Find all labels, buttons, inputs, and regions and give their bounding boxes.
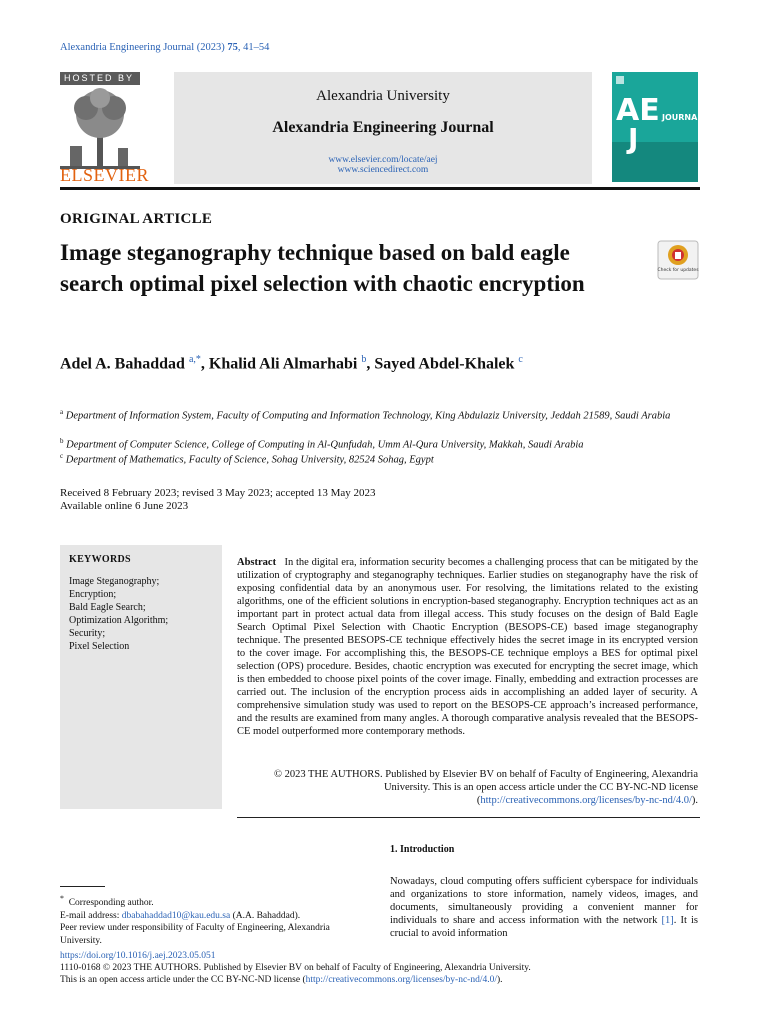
peer-review-note: Peer review under responsibility of Faculty of Engineering, Alexandria University.	[60, 923, 330, 946]
journal-name: Alexandria Engineering Journal	[272, 119, 494, 136]
corresponding-author-note: * Corresponding author.	[60, 894, 154, 909]
footnote-rule	[60, 886, 105, 887]
affiliation-a: $^a$ Department of Information System, Faculty of Computing and Information Technology, King Abdulaziz University, Jeddah 21589, Saudi Arabia	[60, 408, 671, 422]
affiliation-b: $^b$ Department of Computer Science, College of Computing in Al-Qunfudah, Umm Al-Qura University, Makkah, Saudi Arabia	[60, 437, 584, 451]
keyword-item: Bald Eagle Search;	[69, 602, 146, 613]
article-title: Image steganography technique based on bald eagle search optimal pixel selection with chaotic encryption	[60, 240, 585, 296]
keyword-item: Image Steganography;	[69, 576, 160, 587]
abstract-label: Abstract	[237, 557, 277, 568]
introduction-text: Nowadays, cloud computing offers sufficient cyberspace for individuals and organizations to store information, namely videos, images, and documents, simultaneously providing a convenient manner for individuals to share and access information with the network [1]. It is crucial to avoid information	[390, 876, 699, 939]
svg-text:AE: AE	[616, 93, 660, 128]
cover-journal-text: JOURNAL	[662, 113, 703, 122]
author-email-link[interactable]: dbabahaddad10@kau.edu.sa	[121, 910, 231, 921]
footer-license-link[interactable]: http://creativecommons.org/licenses/by-nc-nd/4.0/	[305, 975, 497, 985]
abstract-rule	[237, 817, 700, 818]
received-dates: Received 8 February 2023; revised 3 May 2023; accepted 13 May 2023	[60, 487, 376, 499]
elsevier-logo-text: ELSEVIER	[60, 165, 149, 185]
license-link[interactable]: http://creativecommons.org/licenses/by-nc-nd/4.0/	[480, 795, 692, 806]
reference-link[interactable]: [1]	[661, 915, 674, 926]
author-name: Khalid Ali Almarhabi	[208, 355, 358, 373]
journal-url-link[interactable]: www.elsevier.com/locate/aej	[328, 155, 438, 165]
svg-text:J: J	[628, 122, 639, 155]
online-date: Available online 6 June 2023	[60, 500, 189, 512]
issn-copyright: 1110-0168 © 2023 THE AUTHORS. Published by Elsevier BV on behalf of Faculty of Engineering, Alexandria University.	[60, 963, 531, 973]
email-note: E-mail address: dbabahaddad10@kau.edu.sa (A.A. Bahaddad).	[60, 910, 301, 921]
university-name: Alexandria University	[316, 88, 450, 104]
sciencedirect-link[interactable]: www.sciencedirect.com	[337, 165, 429, 175]
article-type: ORIGINAL ARTICLE	[60, 211, 213, 227]
citation-journal: Alexandria Engineering Journal (2023)	[60, 42, 225, 53]
keywords-list	[69, 575, 168, 653]
author-affiliation-marker[interactable]: c	[518, 354, 523, 365]
keyword-item: Encryption;	[69, 589, 117, 600]
check-for-updates-icon[interactable]	[657, 240, 699, 280]
author-list: Adel A. Bahaddad $^{a,*}$, Khalid Ali Almarhabi $^b$, Sayed Abdel-Khalek $^c$	[60, 354, 523, 373]
footer-license: This is an open access article under the CC BY-NC-ND license (http://creativecommons.org/licenses/by-nc-nd/4.0/).	[60, 975, 503, 985]
citation-volume: 75	[227, 42, 238, 53]
author-affiliation-marker[interactable]: b	[361, 354, 367, 365]
abstract-text: In the digital era, information security becomes a challenging process that can be mitigated by the utilization of cryptography and steganography techniques. Earlier studies on steganography have the risk of exposing confidential data by an anonymous user. For resolving, the limitations related to the existing algorithms, one of the efficient solutions in encryption-based steganography. Encryption techniques act as an important part in protect actual data from illegal access. This study focuses on the design of Bald Eagle Search Optimal Pixel Selection with Chaotic Encryption (BESOPS-CE) based image steganography technique. The presented BESOPS-CE technique effectively hides the secret image in its encrypted version to the cover image. For accomplishing this, the BESOPS-CE technique employs a BES for optimal pixel selection (OPS) procedure. Besides, chaotic encryption was executed for encrypting the secret image, which is then embedded to choose pixel points of the cover image. Finally, embedding and extraction processes are carried out. The inclusion of the encryption process aids in accomplishing an added layer of security. A comprehensive simulation study was used to report on the BESOPS-CE approach’s increased performance, and the results are examined from many angles. A thorough comparative analysis revealed that the BESOPS-CE model outperformed more contemporary methods.	[237, 557, 698, 737]
crossmark-label: Check for updates	[657, 268, 699, 273]
introduction-heading: 1. Introduction	[390, 844, 455, 855]
hosted-by-label: HOSTED BY	[60, 72, 140, 85]
author-name: Adel A. Bahaddad	[60, 355, 185, 373]
elsevier-tree-logo	[60, 86, 140, 170]
footnotes	[60, 893, 365, 947]
keyword-item: Pixel Selection	[69, 641, 130, 652]
author-name: Sayed Abdel-Khalek	[374, 355, 515, 373]
citation-pages: , 41–54	[237, 42, 270, 53]
keywords-title: KEYWORDS	[69, 554, 131, 565]
keyword-item: Security;	[69, 628, 106, 639]
author-affiliation-marker[interactable]: a,*	[188, 354, 201, 365]
abstract	[237, 556, 698, 738]
keyword-item: Optimization Algorithm;	[69, 615, 169, 626]
journal-cover-image	[612, 72, 703, 182]
affiliation-c: $^c$ Department of Mathematics, Faculty of Science, Sohag University, 82524 Sohag, Egypt	[60, 452, 434, 466]
doi-link[interactable]: https://doi.org/10.1016/j.aej.2023.05.051	[60, 951, 216, 961]
abstract-copyright: © 2023 THE AUTHORS. Published by Elsevier BV on behalf of Faculty of Engineering, Alexandria University. This is an open access article under the CC BY-NC-ND license (http://creativecommons.org/licenses/by-nc-nd/4.0/).	[273, 769, 698, 806]
header-rule	[60, 187, 700, 190]
journal-citation[interactable]	[60, 42, 269, 53]
